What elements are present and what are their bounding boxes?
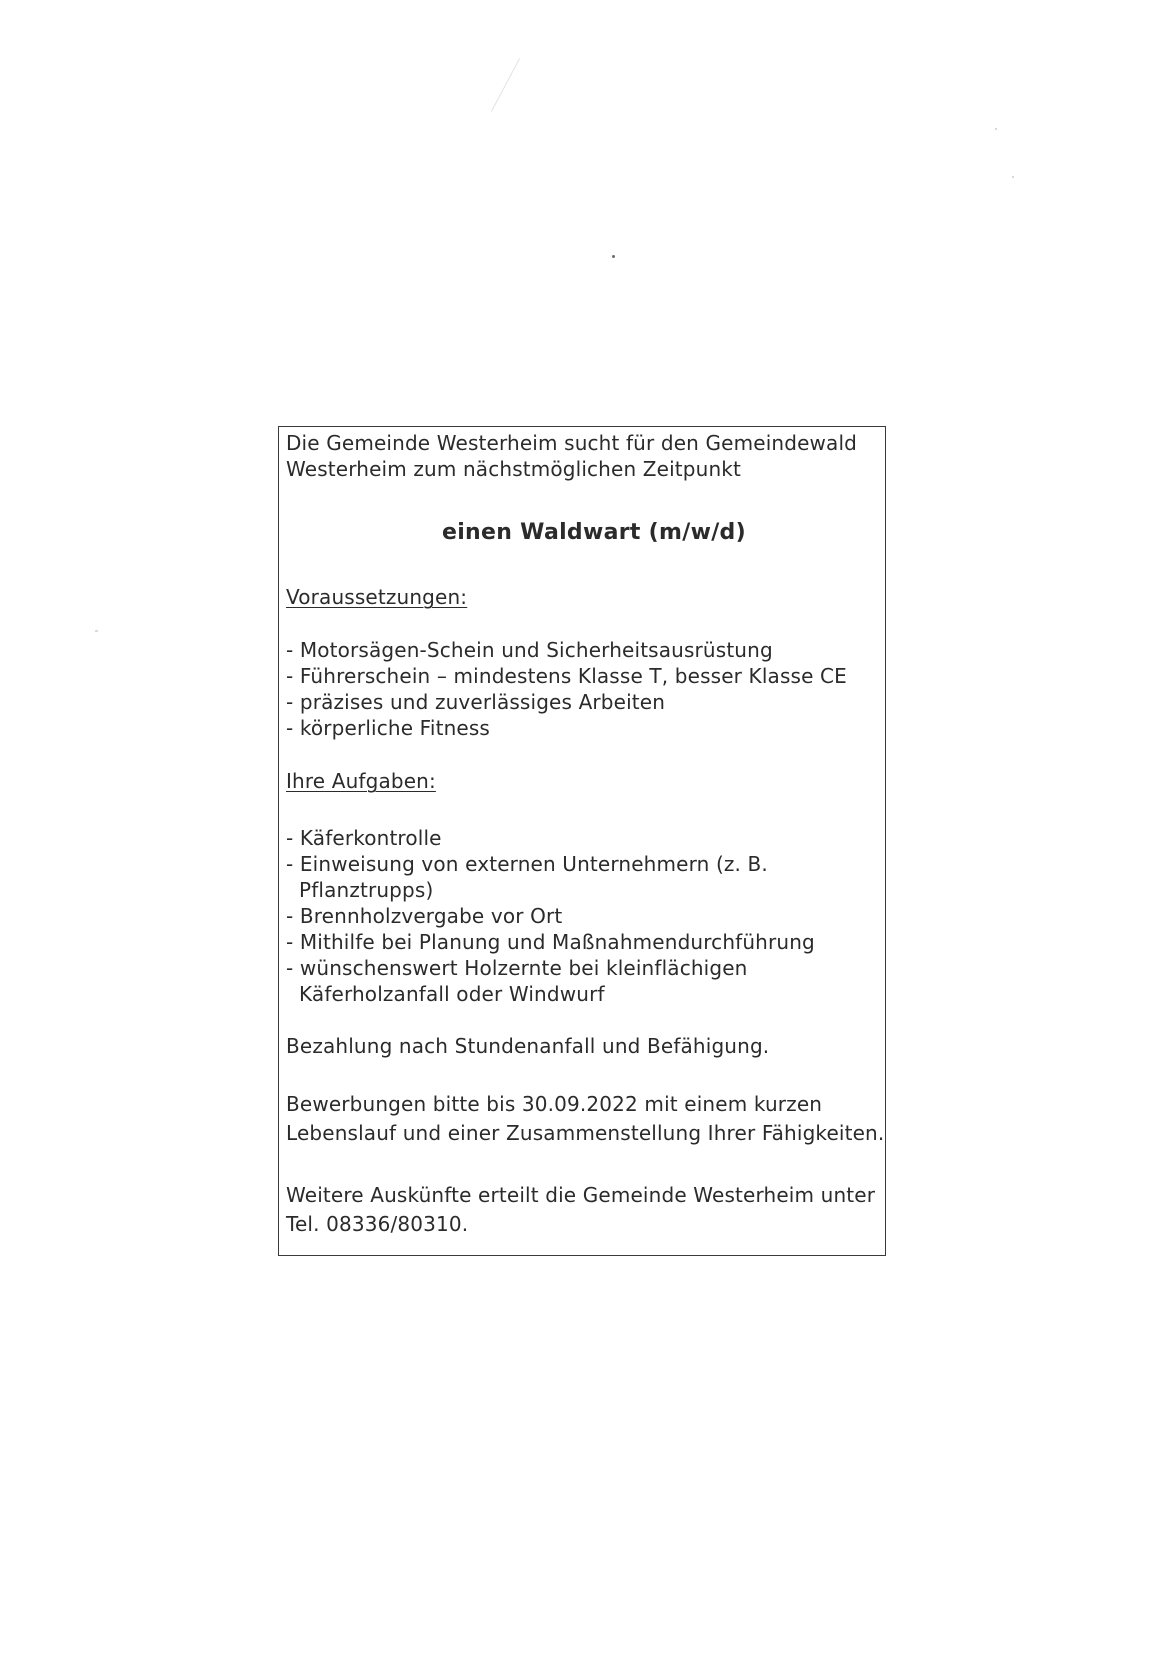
contact-line-1: Weitere Auskünfte erteilt die Gemeinde Westerheim unter xyxy=(286,1183,876,1207)
application-line-2: Lebenslauf und einer Zusammenstellung Ihrer Fähigkeiten. xyxy=(286,1121,885,1145)
requirement-item: - körperliche Fitness xyxy=(286,716,490,740)
task-item: - Käferkontrolle xyxy=(286,826,442,850)
job-title: einen Waldwart (m/w/d) xyxy=(442,520,746,545)
intro-line-1: Die Gemeinde Westerheim sucht für den Gemeindewald xyxy=(286,431,858,455)
tasks-heading: Ihre Aufgaben: xyxy=(286,769,436,793)
scan-speck xyxy=(491,58,520,111)
payment-note: Bezahlung nach Stundenanfall und Befähigung. xyxy=(286,1034,770,1058)
requirements-heading: Voraussetzungen: xyxy=(286,585,468,609)
task-item: - wünschenswert Holzernte bei kleinflächigen xyxy=(286,956,748,980)
task-item: - Einweisung von externen Unternehmern (z. B. xyxy=(286,852,768,876)
requirement-item: - Führerschein – mindestens Klasse T, besser Klasse CE xyxy=(286,664,847,688)
task-item-continuation: Käferholzanfall oder Windwurf xyxy=(299,982,605,1006)
application-line-1: Bewerbungen bitte bis 30.09.2022 mit einem kurzen xyxy=(286,1092,823,1116)
intro-line-2: Westerheim zum nächstmöglichen Zeitpunkt xyxy=(286,457,742,481)
task-item-continuation: Pflanztrupps) xyxy=(299,878,434,902)
task-item: - Mithilfe bei Planung und Maßnahmendurchführung xyxy=(286,930,815,954)
scan-speck xyxy=(612,255,615,258)
contact-phone: Tel. 08336/80310. xyxy=(286,1212,469,1236)
requirement-item: - Motorsägen-Schein und Sicherheitsausrüstung xyxy=(286,638,773,662)
scan-speck xyxy=(995,128,997,130)
requirement-item: - präzises und zuverlässiges Arbeiten xyxy=(286,690,666,714)
task-item: - Brennholzvergabe vor Ort xyxy=(286,904,563,928)
job-notice-box xyxy=(278,426,886,1256)
scan-speck xyxy=(1012,176,1014,178)
scan-speck xyxy=(95,630,98,632)
